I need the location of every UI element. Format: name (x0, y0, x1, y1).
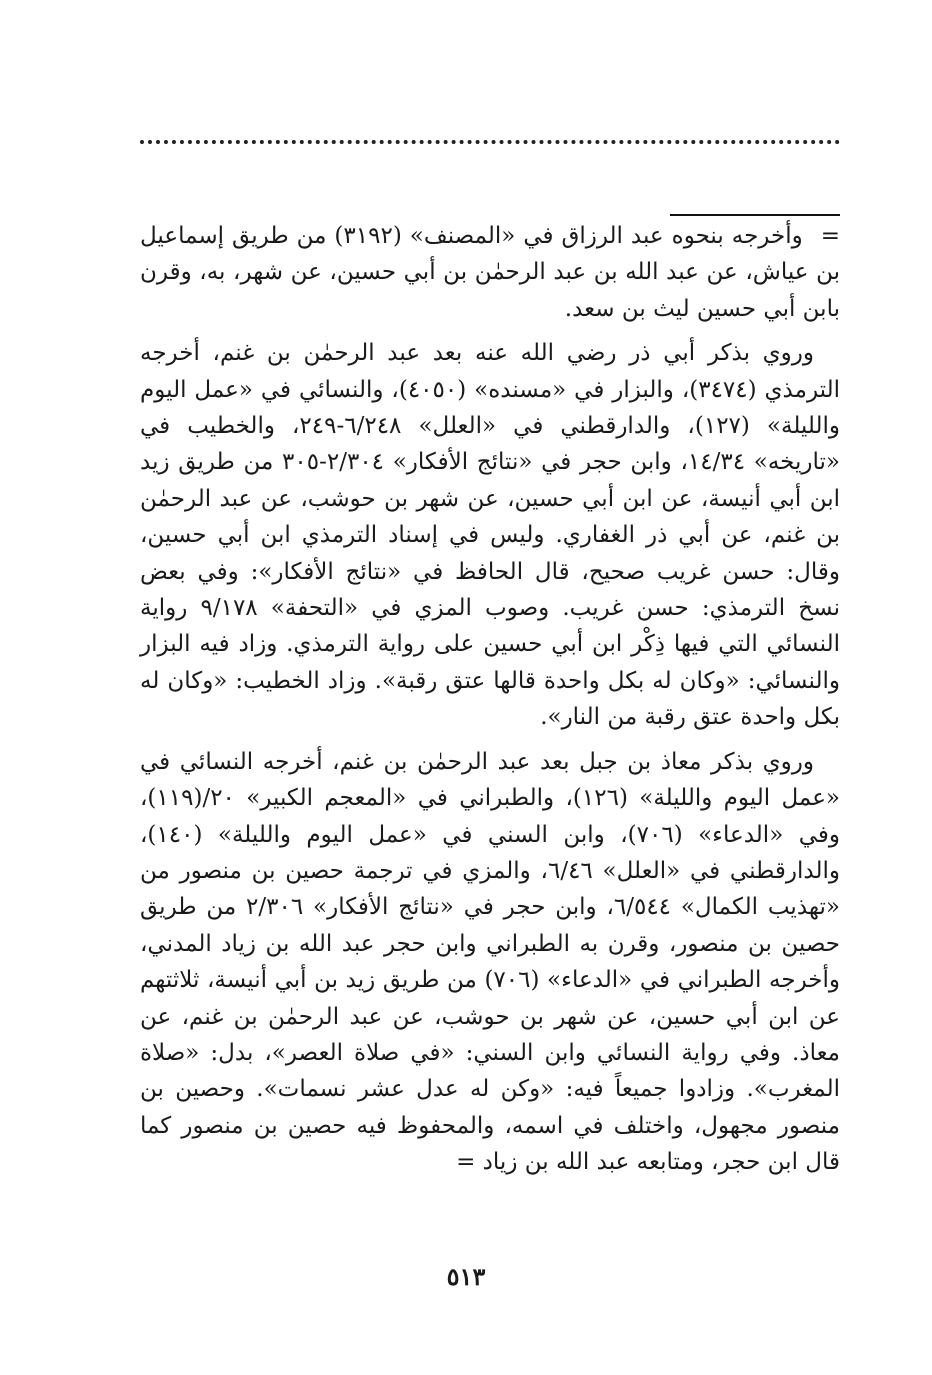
dotted-separator (140, 140, 840, 144)
page-number: ٥١٣ (446, 1262, 486, 1291)
paragraph-text: وروي بذكر أبي ذر رضي الله عنه بعد عبد الرحمٰن بن غنم، أخرجه الترمذي (٣٤٧٤)، والبزار في «مسنده» (٤٠٥٠)، والنسائي في «عمل اليوم والليلة» (١٢٧)، والدارقطني في «العلل» ٦/٢٤٨-٢٤٩، والخطيب في «تاريخه» ١٤/٣٤، وابن حجر في «نتائج الأفكار» ٢/٣٠٤-٣٠٥ من طريق زيد ابن أبي أنيسة، عن ابن أبي حسين، عن شهر بن حوشب، عن عبد الرحمٰن بن غنم، عن أبي ذر الغفاري. وليس في إسناد الترمذي ابن أبي حسين، وقال: حسن غريب صحيح، قال الحافظ في «نتائج الأفكار»: وفي بعض نسخ الترمذي: حسن غريب. وصوب المزي في «التحفة» ٩/١٧٨ رواية النسائي التي فيها ذِكْر ابن أبي حسين على رواية الترمذي. وزاد فيه البزار والنسائي: «وكان له بكل واحدة قالها عتق رقبة». وزاد الخطيب: «وكان له بكل واحدة عتق رقبة من النار». (140, 340, 840, 731)
footnote-rule (670, 214, 840, 216)
footnote-paragraph-2 (140, 335, 840, 735)
footnote-text (140, 218, 840, 1189)
paragraph-text: وروي بذكر معاذ بن جبل بعد عبد الرحمٰن بن غنم، أخرجه النسائي في «عمل اليوم والليلة» (١٢٦)، والطبراني في «المعجم الكبير» ٢٠/(١١٩)، وفي «الدعاء» (٧٠٦)، وابن السني في «عمل اليوم والليلة» (١٤٠)، والدارقطني في «العلل» ٦/٤٦، والمزي في ترجمة حصين بن منصور من «تهذيب الكمال» ٦/٥٤٤، وابن حجر في «نتائج الأفكار» ٢/٣٠٦ من طريق حصين بن منصور، وقرن به الطبراني وابن حجر عبد الله بن زياد المدني، وأخرجه الطبراني في «الدعاء» (٧٠٦) من طريق زيد بن أبي أنيسة، ثلاثتهم عن ابن أبي حسين، عن شهر بن حوشب، عن عبد الرحمٰن بن غنم، عن معاذ. وفي رواية النسائي وابن السني: «في صلاة العصر»، بدل: «صلاة المغرب». وزادوا جميعاً فيه: «وكن له عدل عشر نسمات». وحصين بن منصور مجهول، واختلف في اسمه، والمحفوظ فيه حصين بن منصور كما قال ابن حجر، ومتابعه عبد الله بن زياد = (140, 748, 840, 1176)
paragraph-text: وأخرجه بنحوه عبد الرزاق في «المصنف» (٣١٩٢) من طريق إسماعيل بن عياش، عن عبد الله بن عبد الرحمٰن بن أبي حسين، عن شهر، به، وقرن بابن أبي حسين ليث بن سعد. (140, 223, 840, 322)
continuation-mark: = (820, 223, 840, 249)
footnote-paragraph-3 (140, 744, 840, 1181)
footnote-paragraph-1 (140, 218, 840, 327)
